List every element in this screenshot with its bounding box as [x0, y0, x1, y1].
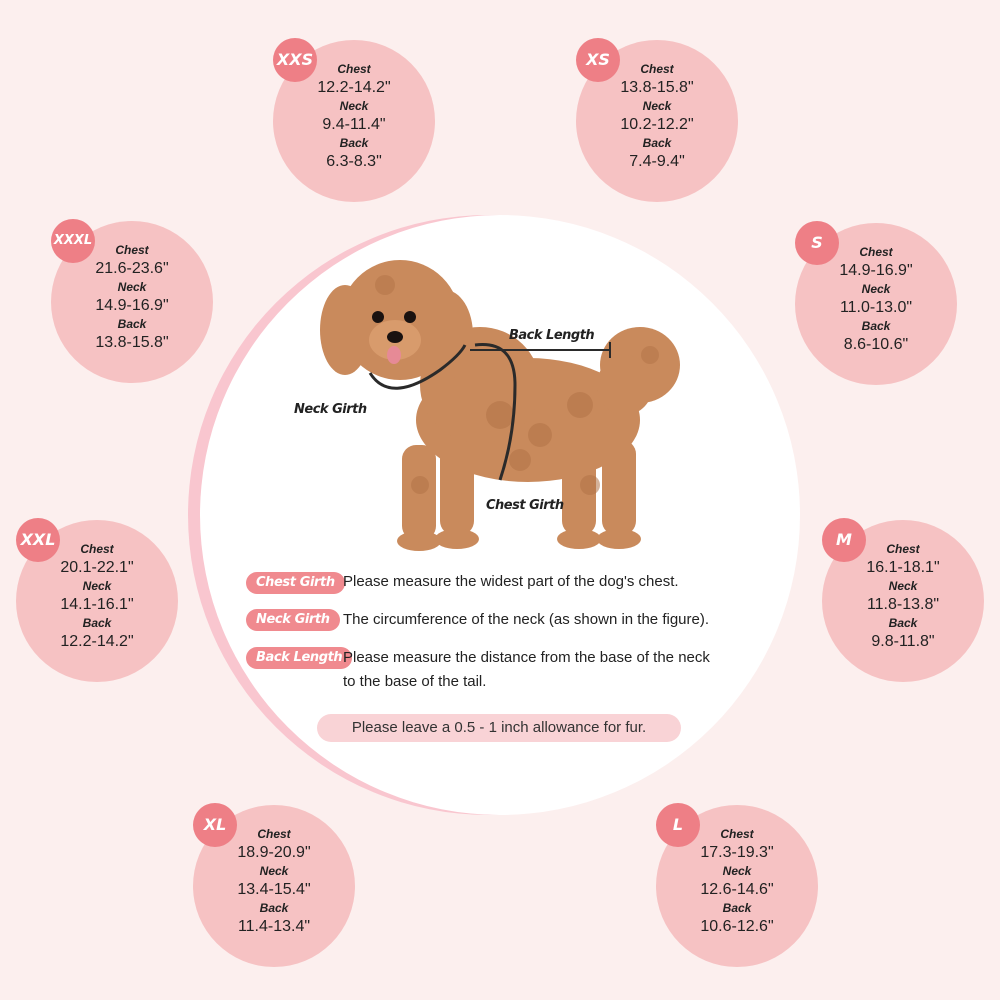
chest-label: Chest	[640, 62, 674, 76]
fur-allowance-note: Please leave a 0.5 - 1 inch allowance for fur.	[317, 714, 681, 742]
back-label: Back	[339, 136, 369, 150]
back-label: Back	[82, 616, 112, 630]
size-badge-xxs: XXS	[273, 38, 317, 82]
neck-label: Neck	[339, 99, 369, 113]
back-value: 8.6-10.6"	[843, 336, 909, 353]
neck-label: Neck	[117, 280, 147, 294]
back-label: Back	[642, 136, 672, 150]
size-badge-m: M	[822, 518, 866, 562]
neck-value: 11.8-13.8"	[866, 596, 940, 613]
back-value: 12.2-14.2"	[60, 633, 134, 650]
size-badge-xs: XS	[576, 38, 620, 82]
chest-label: Chest	[859, 245, 893, 259]
chest-label: Chest	[115, 243, 149, 257]
back-length-pill: Back Length	[246, 647, 352, 669]
back-value: 9.8-11.8"	[871, 633, 935, 650]
neck-value: 12.6-14.6"	[700, 881, 774, 898]
chest-label: Chest	[257, 827, 291, 841]
chest-girth-figure-label: Chest Girth	[486, 498, 564, 513]
neck-girth-pill: Neck Girth	[246, 609, 340, 631]
back-value: 13.8-15.8"	[95, 334, 169, 351]
chest-label: Chest	[886, 542, 920, 556]
neck-value: 14.1-16.1"	[60, 596, 134, 613]
chest-label: Chest	[720, 827, 754, 841]
chest-value: 17.3-19.3"	[700, 844, 774, 861]
back-value: 11.4-13.4"	[237, 918, 311, 935]
chest-value: 14.9-16.9"	[839, 262, 913, 279]
back-value: 7.4-9.4"	[629, 153, 685, 170]
back-label: Back	[861, 319, 891, 333]
size-badge-xxxl: XXXL	[51, 219, 95, 263]
neck-value: 9.4-11.4"	[322, 116, 386, 133]
neck-label: Neck	[82, 579, 112, 593]
chest-label: Chest	[80, 542, 114, 556]
back-value: 6.3-8.3"	[326, 153, 382, 170]
back-label: Back	[259, 901, 289, 915]
back-length-figure-label: Back Length	[509, 328, 595, 343]
neck-value: 10.2-12.2"	[620, 116, 694, 133]
size-badge-xxl: XXL	[16, 518, 60, 562]
chest-label: Chest	[337, 62, 371, 76]
chest-value: 18.9-20.9"	[237, 844, 311, 861]
neck-label: Neck	[642, 99, 672, 113]
back-label: Back	[117, 317, 147, 331]
neck-value: 11.0-13.0"	[839, 299, 913, 316]
chest-value: 13.8-15.8"	[620, 79, 694, 96]
back-length-description-line2: to the base of the tail.	[343, 673, 487, 690]
back-label: Back	[722, 901, 752, 915]
chest-value: 16.1-18.1"	[866, 559, 940, 576]
neck-girth-description: The circumference of the neck (as shown in the figure).	[343, 611, 710, 628]
back-label: Back	[888, 616, 918, 630]
size-badge-l: L	[656, 803, 700, 847]
chest-girth-pill: Chest Girth	[246, 572, 345, 594]
neck-value: 13.4-15.4"	[237, 881, 311, 898]
neck-label: Neck	[888, 579, 918, 593]
neck-value: 14.9-16.9"	[95, 297, 169, 314]
size-badge-s: S	[795, 221, 839, 265]
size-badge-xl: XL	[193, 803, 237, 847]
neck-girth-figure-label: Neck Girth	[294, 402, 367, 417]
back-length-description: Please measure the distance from the base of the neck	[343, 649, 710, 666]
neck-label: Neck	[259, 864, 289, 878]
chest-value: 20.1-22.1"	[60, 559, 134, 576]
neck-label: Neck	[861, 282, 891, 296]
back-value: 10.6-12.6"	[700, 918, 774, 935]
neck-label: Neck	[722, 864, 752, 878]
chest-value: 21.6-23.6"	[95, 260, 169, 277]
chest-value: 12.2-14.2"	[317, 79, 391, 96]
chest-girth-description: Please measure the widest part of the dog's chest.	[343, 573, 679, 590]
